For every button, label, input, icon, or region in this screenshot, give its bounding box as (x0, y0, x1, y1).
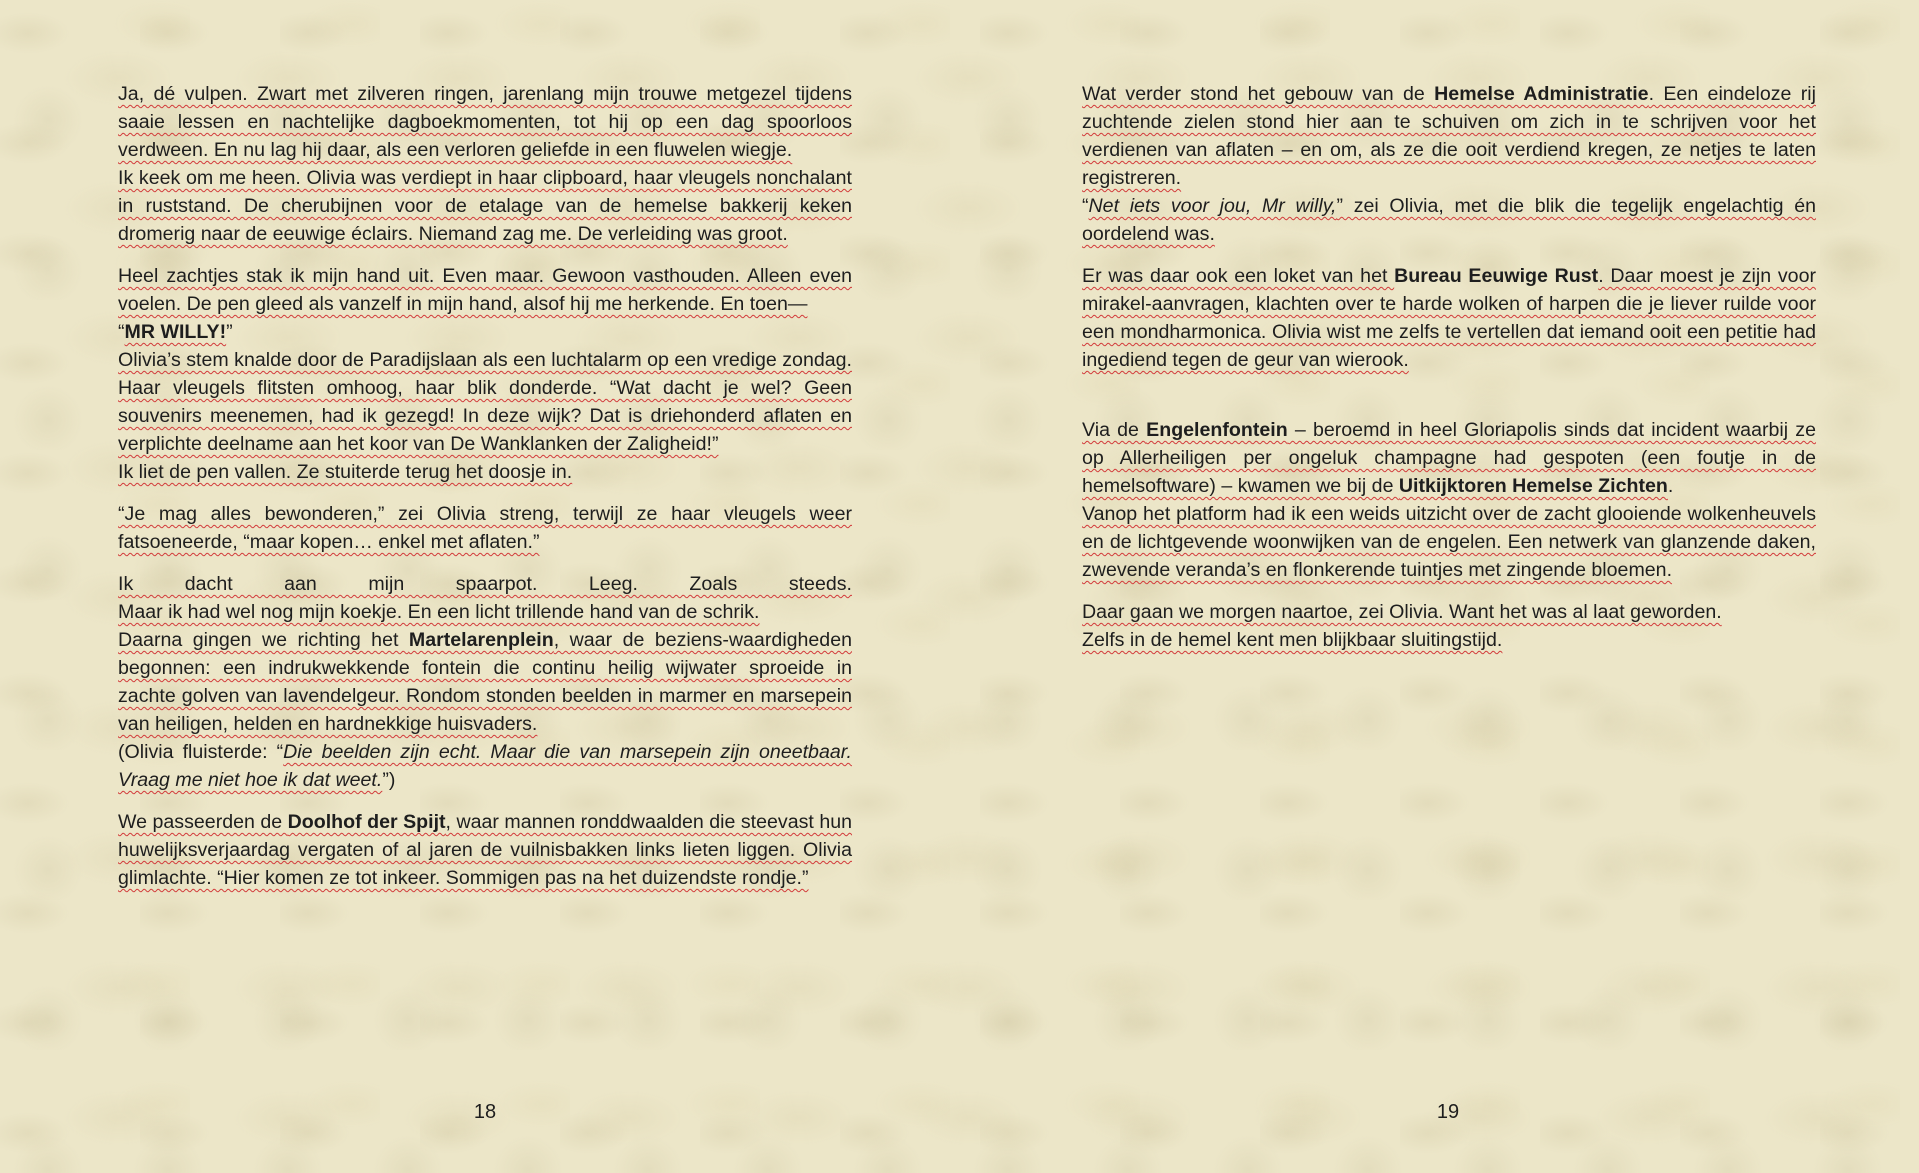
paragraph: Olivia’s stem knalde door de Paradijslaan als een luchtalarm op een vredige zondag. Haar vleugels flitsten omhoog, haar blik donderde. “Wat dacht je wel? Geen souvenirs meenemen, had ik gezegd! In deze wijk? Dat is driehonderd aflaten en verplichte deelname aan het koor van De Wanklanken der Zaligheid!” (118, 349, 852, 455)
blank-line (1082, 388, 1816, 416)
paragraph-administratie (1082, 80, 1816, 192)
paragraph: Ik keek om me heen. Olivia was verdiept in haar clipboard, haar vleugels nonchalant in ruststand. De cherubijnen voor de etalage van de hemelse bakkerij keken dromerig naar de eeuwige éclairs. Niemand zag me. De verleiding was groot. (118, 167, 852, 245)
right-page (1082, 80, 1816, 654)
paragraph-martelarenplein (118, 626, 852, 738)
quote-mark: ” (226, 321, 233, 343)
page-number: 19 (1436, 1101, 1460, 1123)
text-run: ”) (382, 769, 396, 791)
place-name: Doolhof der Spijt (287, 811, 446, 833)
text-run: We passeerden de (118, 811, 288, 833)
italic-quote: Net iets voor jou, Mr willy, (1088, 195, 1337, 217)
paragraph-doolhof (118, 808, 852, 892)
text-run: Via de (1082, 419, 1147, 441)
text-run: . (1667, 475, 1674, 497)
text-run: Wat verder stond het gebouw van de (1082, 83, 1435, 105)
text-run: , waar de beziens-waardigheden begonnen: een indrukwekkende fontein die continu heilig wijwater sproeide in zachte golven van lavendelgeur. Rondom stonden beelden in marmer en marsepein van heiligen, helden en hardnekkige huisvaders. (118, 629, 852, 735)
text-run: – beroemd in heel Gloriapolis sinds dat incident waarbij ze op Allerheiligen per ongeluk champagne had gespoten (een foutje in de hemelsoftware) – kwamen we bij de (1082, 419, 1816, 497)
paragraph: “Je mag alles bewonderen,” zei Olivia streng, terwijl ze haar vleugels weer fatsoeneerde, “maar kopen… enkel met aflaten.” (118, 503, 852, 553)
shouted-name: MR WILLY! (124, 321, 227, 343)
paragraph: Daar gaan we morgen naartoe, zei Olivia. Want het was al laat geworden. (1082, 601, 1722, 623)
place-name: Martelarenplein (408, 629, 554, 651)
paragraph: Ik liet de pen vallen. Ze stuiterde terug het doosje in. (118, 461, 573, 483)
place-name: Engelenfontein (1146, 419, 1288, 441)
text-run: Daarna gingen we richting het (118, 629, 409, 651)
text-run: , waar mannen ronddwaalden die steevast hun huwelijksverjaardag vergaten of al jaren de vuilnisbakken links lieten liggen. Olivia glimlachte. “Hier komen ze tot inkeer. Sommigen pas na het duizendste rondje.” (118, 811, 853, 889)
page-number: 18 (473, 1101, 497, 1123)
text-run: ” zei Olivia, met die blik die tegelijk engelachtig én oordelend was. (1082, 195, 1817, 245)
text-run: “ (1082, 195, 1089, 217)
text-run: (Olivia fluisterde: “ (118, 741, 284, 763)
italic-quote: Die beelden zijn echt. Maar die van marsepein zijn oneetbaar. Vraag me niet hoe ik dat weet. (118, 741, 852, 791)
place-name: Uitkijktoren Hemelse Zichten (1398, 475, 1668, 497)
quote-mark: “ (118, 321, 125, 343)
text-run: . Daar moest je zijn voor mirakel-aanvragen, klachten over te harde wolken of harpen die je liever ruilde voor een mondharmonica. Olivia wist me zelfs te vertellen dat iemand ooit een petitie had ingediend tegen de geur van wierook. (1082, 265, 1816, 371)
paragraph: Vanop het platform had ik een weids uitzicht over de zacht glooiende wolkenheuvels en de lichtgevende woonwijken van de engelen. Een netwerk van glanzende daken, zwevende veranda’s en flonkerende tuintjes met zingende bloemen. (1082, 503, 1816, 581)
paragraph-quote (1082, 192, 1816, 248)
left-page (118, 80, 852, 906)
paragraph-engelenfontein (1082, 416, 1816, 500)
paragraph: Heel zachtjes stak ik mijn hand uit. Even maar. Gewoon vasthouden. Alleen even voelen. De pen gleed als vanzelf in mijn hand, alsof hij me herkende. En toen— (118, 265, 852, 315)
paragraph-bureau (1082, 262, 1816, 374)
paragraph: Ik dacht aan mijn spaarpot. Leeg. Zoals steeds. (118, 573, 852, 595)
paragraph: Maar ik had wel nog mijn koekje. En een licht trillende hand van de schrik. (118, 601, 760, 623)
place-name: Bureau Eeuwige Rust (1394, 265, 1599, 287)
text-run: Er was daar ook een loket van het (1082, 265, 1395, 287)
place-name: Hemelse Administratie (1434, 83, 1649, 105)
text-run: . Een eindeloze rij zuchtende zielen stond hier aan te schuiven om zich in te schrijven voor het verdienen van aflaten – en om, als ze die ooit verdiend kregen, ze netjes te laten registreren. (1082, 83, 1816, 189)
paragraph-shout (118, 318, 852, 346)
paragraph: Ja, dé vulpen. Zwart met zilveren ringen, jarenlang mijn trouwe metgezel tijdens saaie lessen en nachtelijke dagboekmomenten, tot hij op een dag spoorloos verdween. En nu lag hij daar, als een verloren geliefde in een fluwelen wiegje. (118, 83, 852, 161)
paragraph-whisper (118, 738, 852, 794)
paragraph: Zelfs in de hemel kent men blijkbaar sluitingstijd. (1082, 629, 1503, 651)
